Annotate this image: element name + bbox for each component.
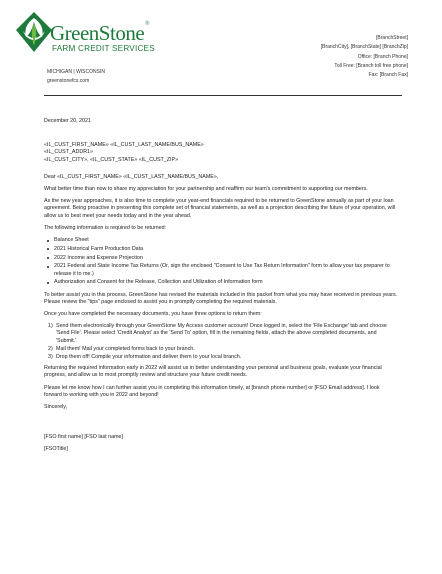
paragraph-appreciation: What better time than now to share my appreciation for your partnership and reaffirm our team's commitment to supporting our members. [44, 186, 368, 193]
option-text: Send them electronically through your GreenStone My Access customer account! Once logged in, select the 'File Exchange' tab and choose 'Send File'. Please select 'Credit Analyst' as the 'Send To' option, fill in the remaining fields, attach the above completed documents, and 'Submit.' [56, 323, 387, 344]
letter-date: December 20, 2021 [44, 118, 91, 124]
branch-address-block [321, 34, 408, 80]
signature-space [44, 416, 398, 434]
list-item [44, 354, 398, 361]
list-item: 2022 Income and Expense Projection [44, 255, 398, 262]
option-number: 3) [48, 354, 53, 361]
leaf-logo-icon [14, 10, 54, 54]
requirements-list [44, 237, 398, 287]
recipient-city-state-zip: «IL_CUST_CITY», «IL_CUST_STATE» «IL_CUST_ZIP» [44, 156, 179, 163]
letter-body [44, 118, 398, 459]
branch-office-phone: Office: [Branch Phone] [357, 53, 408, 60]
greenstone-logo [14, 10, 174, 68]
paragraph-contact: Please let me know how I can further assist you in completing this information timely, at [branch phone number] or [FSO Email address]. I look forward to working with you in 2022 and beyond! [44, 384, 380, 398]
brand-name: GreenStone® [50, 21, 150, 45]
paragraph-required-intro: The following information is required to be returned: [44, 224, 167, 231]
paragraph-return-options: Once you have completed the necessary documents, you have three options to return them: [44, 311, 262, 318]
list-item: 2021 Federal and State Income Tax Returns (Or, sign the enclosed "Consent to Use Tax Return Information" form to allow your tax preparer to release it to me.) [44, 263, 398, 277]
signer-name: [FSO first name] [FSO last name] [44, 434, 123, 441]
option-text: Mail them! Mail your completed forms back to your branch. [56, 345, 195, 352]
list-item: 2021 Historical Farm Production Data [44, 246, 398, 253]
option-number: 1) [48, 323, 53, 330]
closing: Sincerely, [44, 404, 68, 411]
option-number: 2) [48, 345, 53, 352]
option-text: Drop them off! Compile your information and deliver them to your local branch. [56, 354, 242, 361]
list-item: Authorization and Consent for the Release, Collection and Utilization of Information form [44, 279, 398, 286]
website-link[interactable]: greenstonefcs.com [47, 78, 90, 84]
paragraph-early-return: Returning the required information early in 2022 will assist us in better understanding your personal and business goals, evaluate your financial progress, and allow us to most promptly review and structure your future credit needs. [44, 365, 382, 379]
list-item: Balance Sheet [44, 237, 398, 244]
branch-street: [BranchStreet] [376, 35, 408, 41]
recipient-street: «IL_CUST_ADDR1» [44, 149, 94, 156]
recipient-name: «IL_CUST_FIRST_NAME» «IL_CUST_LAST_NAME/BUS_NAME» [44, 142, 204, 149]
list-item [44, 346, 398, 353]
list-item [44, 323, 398, 345]
branch-toll-free: Toll Free: [Branch toll free phone] [334, 62, 408, 69]
states-served: MICHIGAN | WISCONSIN [47, 69, 105, 75]
recipient-address [44, 142, 398, 164]
branch-city-state-zip: [BranchCity], [BranchState] [BranchZip] [320, 44, 408, 51]
trademark-symbol: ® [145, 21, 150, 27]
paragraph-year-end: As the new year approaches, it is also time to complete your year-end financials required to be returned to GreenStone annually as part of your loan agreement. Being proactive in presenting this complete set of financial statements, as well as a projection describing the future of your operation, will allow us to best meet your needs today and in the year ahead. [44, 198, 396, 219]
salutation: Dear «IL_CUST_FIRST_NAME» «IL_CUST_LAST_NAME/BUS_NAME», [44, 173, 219, 180]
return-options-list [44, 323, 398, 361]
paragraph-revised-materials: To better assist you in this process, GreenStone has revised the materials included in this packet from what you may have received in previous years. Please review the "tips" page enclosed to assist you in promptly completing the required materials. [44, 291, 398, 305]
branch-fax: Fax: [Branch Fax] [368, 72, 408, 79]
header-divider [44, 95, 402, 96]
brand-subtitle: FARM CREDIT SERVICES [52, 44, 155, 53]
signer-title: [FSOTitle] [44, 446, 68, 453]
